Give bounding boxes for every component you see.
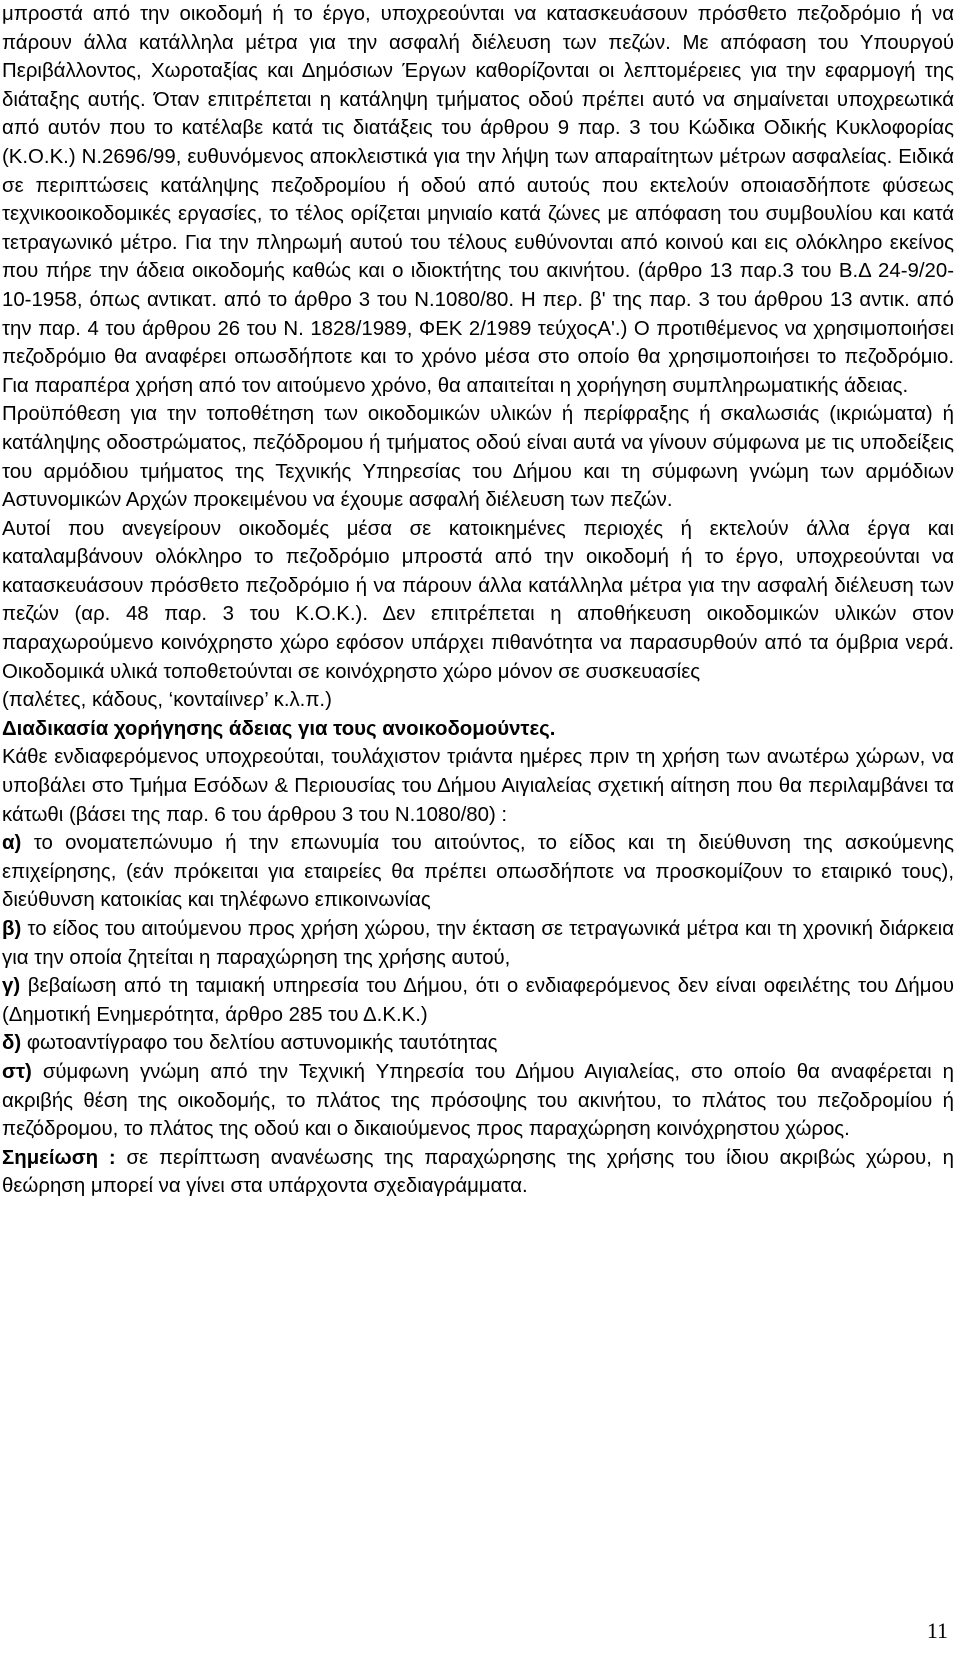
section-heading: Διαδικασία χορήγησης άδειας για τους ανοικοδομούντες.: [2, 717, 556, 740]
list-item-text: σύμφωνη γνώμη από την Τεχνική Υπηρεσία του Δήμου Αιγιαλείας, στο οποίο θα αναφέρεται η ακριβής θέση της οικοδομής, το πλάτος της πρόσοψης του ακινήτου, το πλάτος του πεζοδρομίου ή πεζόδρομου, το πλάτος της οδού και ο δικαιούμενος προς παραχώρηση κοινόχρηστου χώρος.: [2, 1060, 954, 1141]
list-item: [2, 1058, 954, 1144]
list-marker: στ): [2, 1060, 32, 1083]
list-item-text: το είδος του αιτούμενου προς χρήση χώρου, την έκταση σε τετραγωνικά μέτρα και τη χρονική διάρκεια για την οποία ζητείται η παραχώρηση της χρήσης αυτού,: [2, 918, 954, 969]
list-marker: γ): [2, 975, 21, 998]
note-text: σε περίπτωση ανανέωσης της παραχώρησης της χρήσης του ίδιου ακριβώς χώρου, η θεώρηση μπορεί να γίνει στα υπάρχοντα σχεδιαγράμματα.: [2, 1146, 954, 1198]
list-marker: δ): [2, 1032, 22, 1055]
paragraph-4: Κάθε ενδιαφερόμενος υποχρεούται, τουλάχιστον τριάντα ημέρες πριν τη χρήση των ανωτέρω χώρων, να υποβάλει στο Τμήμα Εσόδων & Περιουσίας του Δήμου Αιγιαλείας σχετική αίτηση που θα περιλαμβάνει τα κάτωθι (βάσει της παρ. 6 του άρθρου 3 του Ν.1080/80) :: [2, 746, 954, 826]
list-item-text: φωτοαντίγραφο του δελτίου αστυνομικής ταυτότητας: [21, 1032, 498, 1055]
list-marker: α): [2, 832, 22, 855]
paragraph-1: μπροστά από την οικοδομή ή το έργο, υποχρεούνται να κατασκευάσουν πρόσθετο πεζοδρόμιο ή να πάρουν άλλα κατάλληλα μέτρα για την ασφαλή διέλευση των πεζών. Με απόφαση του Υπουργού Περιβάλλοντος, Χωροταξίας και Δημόσιων Έργων καθορίζονται οι λεπτομέρειες για την εφαρμογή της διάταξης αυτής. Όταν επιτρέπεται η κατάληψη τμήματος οδού πρέπει αυτό να σημαίνεται υποχρεωτικά από αυτόν που το κατέλαβε κατά τις διατάξεις του άρθρου 9 παρ. 3 του Κώδικα Οδικής Κυκλοφορίας (Κ.Ο.Κ.) Ν.2696/99, ευθυνόμενος αποκλειστικά για την λήψη των απαραίτητων μέτρων ασφαλείας. Ειδικά σε περιπτώσεις κατάληψης πεζοδρομίου ή οδού από αυτούς που εκτελούν οποιασδήποτε φύσεως τεχνικοοικοδομικές εργασίες, το τέλος ορίζεται μηνιαίο κατά ζώνες με απόφαση του συμβουλίου και κατά τετραγωνικό μέτρο. Για την πληρωμή αυτού του τέλους ευθύνονται από κοινού και εις ολόκληρο εκείνος που πήρε την άδεια οικοδομής καθώς και ο ιδιοκτήτης του ακινήτου. (άρθρο 13 παρ.3 του Β.Δ 24-9/20-10-1958, όπως αντικατ. από το άρθρο 3 του Ν.1080/80. Η περ. β' της παρ. 3 του άρθρου 13 αντικ. από την παρ. 4 του άρθρου 26 του Ν. 1828/1989, ΦΕΚ 2/1989 τεύχοςΑ'.) Ο προτιθέμενος να χρησιμοποιήσει πεζοδρόμιο θα αναφέρει οπωσδήποτε και το χρόνο μέσα στο οποίο θα χρησιμοποιήσει το πεζοδρόμιο. Για παραπέρα χρήση από τον αιτούμενο χρόνο, θα απαιτείται η χορήγηση συμπληρωματικής άδειας.: [2, 3, 954, 397]
list-item-text: βεβαίωση από τη ταμιακή υπηρεσία του Δήμου, ότι ο ενδιαφερόμενος δεν είναι οφειλέτης του Δήμου (Δημοτική Ενημερότητα, άρθρο 285 του Δ.Κ.Κ.): [2, 975, 954, 1026]
paragraph-2: Προϋπόθεση για την τοποθέτηση των οικοδομικών υλικών ή περίφραξης ή σκαλωσιάς (ικριώματα) ή κατάληψης οδοστρώματος, πεζόδρομου ή τμήματος οδού είναι αυτά να γίνουν σύμφωνα με τις υποδείξεις του αρμόδιου τμήματος της Τεχνικής Υπηρεσίας του Δήμου και τη σύμφωνη γνώμη των αρμόδιων Αστυνομικών Αρχών προκειμένου να έχουμε ασφαλή διέλευση των πεζών.: [2, 403, 954, 512]
list-item: [2, 972, 954, 1029]
list-item-text: το ονοματεπώνυμο ή την επωνυμία του αιτούντος, το είδος και τη διεύθυνση της ασκούμενης επιχείρησης, (εάν πρόκειται για εταιρείες θα πρέπει οπωσδήποτε να προσκομίζουν το εταιρικό τους), διεύθυνση κατοικίας και τηλέφωνο επικοινωνίας: [2, 832, 954, 912]
list-marker: β): [2, 918, 22, 940]
note-label: Σημείωση :: [2, 1146, 116, 1169]
note: [2, 1144, 954, 1201]
paragraph-3-continued: (παλέτες, κάδους, ‘κονταίινερ’ κ.λ.π.): [2, 689, 332, 712]
paragraph-3: Αυτοί που ανεγείρουν οικοδομές μέσα σε κατοικημένες περιοχές ή εκτελούν άλλα έργα και καταλαμβάνουν ολόκληρο το πεζοδρόμιο μπροστά από την οικοδομή ή το έργο, υποχρεούνται να κατασκευάσουν πρόσθετο πεζοδρόμιο ή να πάρουν άλλα κατάλληλα μέτρα για την ασφαλή διέλευση των πεζών (αρ. 48 παρ. 3 του Κ.Ο.Κ.). Δεν επιτρέπεται η αποθήκευση οικοδομικών υλικών στον παραχωρούμενο κοινόχρηστο χώρο εφόσον υπάρχει πιθανότητα να παρασυρθούν από τα όμβρια νερά. Οικοδομικά υλικά τοποθετούνται σε κοινόχρηστο χώρο μόνον σε συσκευασίες: [2, 517, 954, 683]
list-item: [2, 1029, 954, 1058]
body-text: [2, 0, 954, 1201]
list-item: [2, 915, 954, 972]
page-number: 11: [926, 1618, 948, 1643]
list-item: [2, 829, 954, 915]
